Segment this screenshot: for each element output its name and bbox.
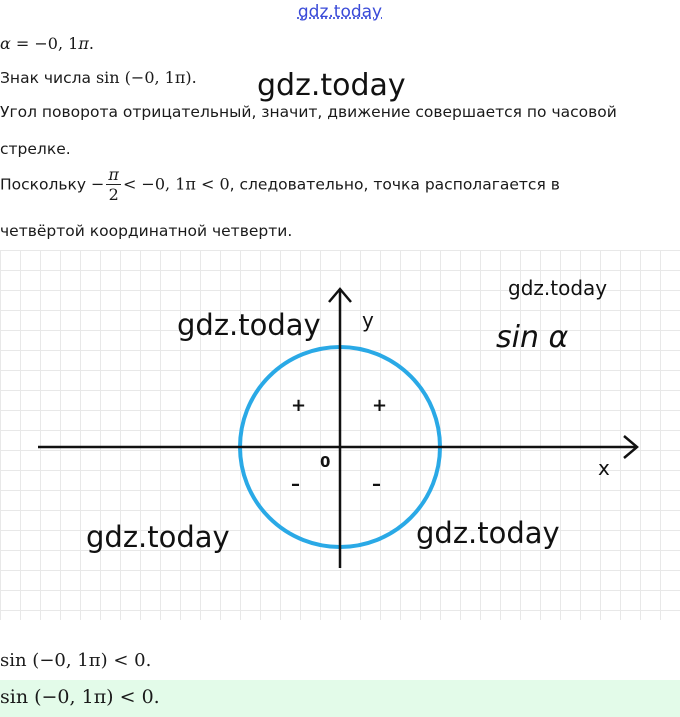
watermark-text: gdz.today bbox=[508, 276, 608, 300]
rotation-sentence: Угол поворота отрицательный, значит, движение совершается по часовой bbox=[0, 103, 617, 121]
since-prefix: Поскольку bbox=[0, 175, 92, 194]
fraction-denominator: 2 bbox=[108, 185, 119, 204]
quadrant-sentence: четвёртой координатной четверти. bbox=[0, 222, 293, 240]
answer-line: sin (−0, 1π) < 0. bbox=[0, 686, 160, 708]
alpha-value-line bbox=[0, 34, 94, 53]
result-line: sin (−0, 1π) < 0. bbox=[0, 650, 152, 671]
alpha-equals: = −0, 1 bbox=[15, 34, 79, 53]
top-watermark[interactable]: gdz.today bbox=[297, 2, 383, 22]
quadrant-2-sign: + bbox=[291, 395, 307, 416]
watermark-text: gdz.today bbox=[257, 68, 406, 103]
since-minus: − bbox=[91, 174, 105, 194]
quadrant-3-sign: – bbox=[291, 474, 300, 495]
sign-expression: sin (−0, 1π). bbox=[95, 68, 197, 87]
alpha-pi: π bbox=[78, 34, 89, 53]
alpha-symbol: α bbox=[0, 34, 11, 53]
quadrant-4-sign: – bbox=[372, 474, 381, 495]
fraction-numerator: π bbox=[108, 165, 119, 184]
sign-prefix: Знак числа bbox=[0, 69, 96, 87]
inequality-expression: < −0, 1π < 0 bbox=[122, 174, 230, 194]
inequality-line bbox=[0, 166, 560, 205]
pi-over-two-fraction bbox=[106, 166, 121, 205]
since-suffix: , следовательно, точка располагается в bbox=[229, 175, 560, 194]
origin-label: 0 bbox=[320, 453, 331, 471]
sin-alpha-label: sin α bbox=[496, 320, 569, 355]
watermark-text: gdz.today bbox=[416, 516, 560, 550]
unit-circle-diagram bbox=[0, 250, 680, 620]
alpha-period: . bbox=[88, 34, 94, 53]
rotation-sentence-end: стрелке. bbox=[0, 140, 71, 158]
unit-circle-svg bbox=[0, 250, 680, 620]
sign-question-line bbox=[0, 68, 197, 88]
quadrant-1-sign: + bbox=[372, 395, 388, 416]
watermark-text: gdz.today bbox=[86, 520, 230, 554]
watermark-text: gdz.today bbox=[177, 308, 321, 342]
y-axis-label: y bbox=[362, 308, 374, 332]
x-axis-label: x bbox=[598, 456, 610, 480]
